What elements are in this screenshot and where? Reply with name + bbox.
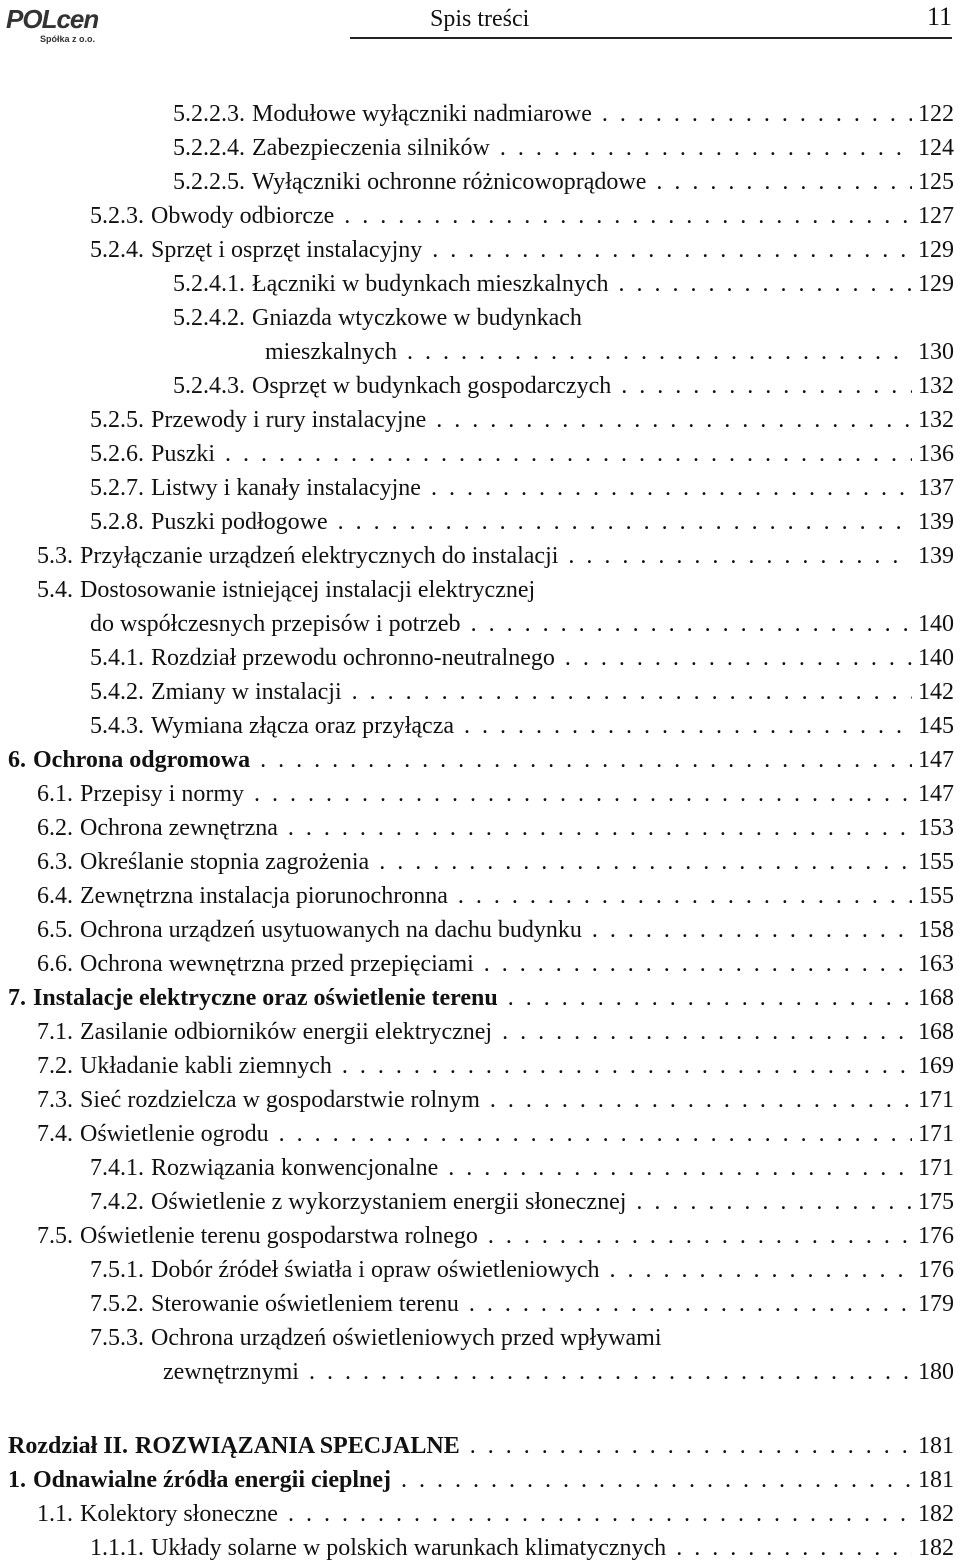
toc-entry-page: 168 — [918, 985, 954, 1011]
dot-leader — [464, 709, 912, 743]
toc-entry-title: Oświetlenie z wykorzystaniem energii słonecznej — [151, 1189, 627, 1215]
toc-entry-number: 5.2.4. — [90, 237, 144, 263]
toc-entry-number: 7.5.1. — [90, 1257, 144, 1283]
toc-entry — [0, 1151, 954, 1185]
toc-entry-title: do współczesnych przepisów i potrzeb — [90, 611, 461, 637]
dot-leader — [260, 743, 912, 777]
toc-entry — [0, 1463, 954, 1497]
toc-entry-title: Zewnętrzna instalacja piorunochronna — [80, 883, 448, 909]
toc-entry-title: Gniazda wtyczkowe w budynkach — [252, 305, 582, 331]
toc-entry-page: 139 — [918, 509, 954, 535]
toc-entry — [0, 539, 954, 573]
toc-entry-number: 5.2.4.2. — [173, 305, 245, 331]
toc-entry-number: 5.2.5. — [90, 407, 144, 433]
toc-entry — [0, 437, 954, 471]
toc-entry-title: Kolektory słoneczne — [80, 1501, 278, 1527]
toc-entry-page: 168 — [918, 1019, 954, 1045]
dot-leader — [619, 267, 912, 301]
toc-entry — [0, 1253, 954, 1287]
dot-leader — [508, 981, 912, 1015]
toc-entry-number: 7. — [8, 985, 26, 1011]
toc-entry-page: 181 — [918, 1467, 954, 1493]
toc-entry-page: 171 — [918, 1087, 954, 1113]
toc-entry — [0, 709, 954, 743]
toc-entry — [0, 1497, 954, 1531]
toc-entry-page: 158 — [918, 917, 954, 943]
toc-entry-page: 140 — [918, 611, 954, 637]
toc-entry-page: 169 — [918, 1053, 954, 1079]
toc-entry-title: Określanie stopnia zagrożenia — [80, 849, 370, 875]
dot-leader — [676, 1531, 912, 1565]
toc-entry-title: Wyłączniki ochronne różnicowoprądowe — [252, 169, 647, 195]
toc-entry — [0, 97, 954, 131]
toc-entry-page: 147 — [918, 747, 954, 773]
dot-leader — [500, 131, 912, 165]
toc-entry — [0, 1287, 954, 1321]
toc-entry-page: 153 — [918, 815, 954, 841]
dot-leader — [279, 1117, 912, 1151]
toc-entry-number: 5.2.4.3. — [173, 373, 245, 399]
dot-leader — [656, 165, 912, 199]
toc-entry-number: 5.2.2.3. — [173, 101, 245, 127]
toc-entry — [0, 1321, 954, 1355]
toc-entry-title: Zasilanie odbiorników energii elektrycznej — [80, 1019, 493, 1045]
toc-entry — [0, 879, 954, 913]
toc-entry-number: 6.1. — [37, 781, 73, 807]
toc-entry — [0, 335, 954, 369]
toc-entry — [0, 1355, 954, 1389]
logo-subtext: Spółka z o.o. — [40, 34, 96, 44]
toc-entry — [0, 131, 954, 165]
toc-entry-title: Przyłączanie urządzeń elektrycznych do instalacji — [80, 543, 559, 569]
toc-entry-title: Odnawialne źródła energii cieplnej — [33, 1467, 391, 1493]
toc-entry — [0, 199, 954, 233]
toc-entry-number: 6. — [8, 747, 26, 773]
toc-entry-number: 5.4.3. — [90, 713, 144, 739]
dot-leader — [471, 607, 912, 641]
toc-entry-page: 132 — [918, 407, 954, 433]
toc-entry — [0, 913, 954, 947]
toc-entry-title: Sterowanie oświetleniem terenu — [151, 1291, 459, 1317]
dot-leader — [407, 335, 912, 369]
dot-leader — [225, 437, 912, 471]
toc-entry-title: Instalacje elektryczne oraz oświetlenie terenu — [33, 985, 498, 1011]
toc-entry-title: Rozwiązania konwencjonalne — [151, 1155, 439, 1181]
logo-text: POLcen — [6, 4, 99, 34]
running-title: Spis treści — [430, 6, 530, 32]
toc-entry — [0, 777, 954, 811]
toc-entry-page: 129 — [918, 237, 954, 263]
toc-entry-number: 6.2. — [37, 815, 73, 841]
dot-leader — [342, 1049, 912, 1083]
dot-leader — [379, 845, 912, 879]
dot-leader — [401, 1463, 912, 1497]
toc-entry-title: Zabezpieczenia silników — [252, 135, 490, 161]
dot-leader — [621, 369, 912, 403]
page-number: 11 — [926, 2, 952, 31]
toc-entry-title: Przewody i rury instalacyjne — [151, 407, 427, 433]
dot-leader — [470, 1429, 912, 1463]
toc-entry-title: Układy solarne w polskich warunkach klimatycznych — [151, 1535, 667, 1561]
toc-entry-page: 182 — [918, 1501, 954, 1527]
toc-entry — [0, 845, 954, 879]
toc-entry-page: 140 — [918, 645, 954, 671]
page-header — [0, 0, 960, 44]
toc-entry-number: 5.2.8. — [90, 509, 144, 535]
dot-leader — [484, 947, 912, 981]
toc-entry-title: zewnętrznymi — [163, 1359, 299, 1385]
toc-entry — [0, 233, 954, 267]
toc-entry-page: 142 — [918, 679, 954, 705]
dot-leader — [592, 913, 912, 947]
toc-entry-title: Zmiany w instalacji — [151, 679, 342, 705]
toc-entry-page: 163 — [918, 951, 954, 977]
toc-entry — [0, 981, 954, 1015]
toc-entry-title: Rozdział przewodu ochronno-neutralnego — [151, 645, 555, 671]
dot-leader — [458, 879, 912, 913]
toc-entry-page: 132 — [918, 373, 954, 399]
toc-entry-title: mieszkalnych — [265, 339, 397, 365]
toc-entry-number: 5.2.2.5. — [173, 169, 245, 195]
toc-entry-page: 175 — [918, 1189, 954, 1215]
toc-entry — [0, 947, 954, 981]
toc-entry-page: 137 — [918, 475, 954, 501]
toc-entry-title: Osprzęt w budynkach gospodarczych — [252, 373, 612, 399]
toc-entry-page: 147 — [918, 781, 954, 807]
toc-entry-page: 176 — [918, 1223, 954, 1249]
toc-entry-number: 1.1. — [37, 1501, 73, 1527]
toc-entry — [0, 675, 954, 709]
dot-leader — [490, 1083, 912, 1117]
toc-entry-number: 5.4. — [37, 577, 73, 603]
dot-leader — [502, 1015, 912, 1049]
toc-entry-page: 136 — [918, 441, 954, 467]
publisher-logo — [6, 4, 102, 44]
toc-entry-number: 6.3. — [37, 849, 73, 875]
toc-entry-title: ROZWIĄZANIA SPECJALNE — [135, 1433, 460, 1459]
toc-entry — [0, 369, 954, 403]
toc-entry-page: 155 — [918, 849, 954, 875]
toc-entry — [0, 1015, 954, 1049]
dot-leader — [344, 199, 912, 233]
toc-entry-title: Ochrona zewnętrzna — [80, 815, 278, 841]
toc-entry-title: Modułowe wyłączniki nadmiarowe — [252, 101, 592, 127]
toc-entry-page: 182 — [918, 1535, 954, 1561]
dot-leader — [288, 811, 912, 845]
toc-entry — [0, 1117, 954, 1151]
toc-entry-number: 6.5. — [37, 917, 73, 943]
toc-entry — [0, 267, 954, 301]
toc-entry-number: 5.2.2.4. — [173, 135, 245, 161]
toc-entry — [0, 573, 954, 607]
toc-entry — [0, 471, 954, 505]
toc-entry-page: 122 — [918, 101, 954, 127]
toc-entry-number: 5.2.3. — [90, 203, 144, 229]
toc-entry-number: 7.3. — [37, 1087, 73, 1113]
toc-entry-title: Puszki — [151, 441, 216, 467]
toc-entry-page: 179 — [918, 1291, 954, 1317]
toc-entry — [0, 301, 954, 335]
dot-leader — [338, 505, 912, 539]
dot-leader — [610, 1253, 912, 1287]
toc-entry — [0, 641, 954, 675]
toc-entry-page: 145 — [918, 713, 954, 739]
toc-entry-page: 124 — [918, 135, 954, 161]
toc-entry-number: 1. — [8, 1467, 26, 1493]
toc-entry — [0, 403, 954, 437]
dot-leader — [488, 1219, 912, 1253]
dot-leader — [602, 97, 912, 131]
toc-entry-page: 171 — [918, 1155, 954, 1181]
toc-entry-number: 5.3. — [37, 543, 73, 569]
toc-entry-title: Puszki podłogowe — [151, 509, 328, 535]
toc-entry-number: 7.5.3. — [90, 1325, 144, 1351]
toc-entry — [0, 165, 954, 199]
toc-entry-number: 6.4. — [37, 883, 73, 909]
toc-entry-number: 7.4.1. — [90, 1155, 144, 1181]
toc-entry-number: 7.2. — [37, 1053, 73, 1079]
toc-entry-page: 139 — [918, 543, 954, 569]
dot-leader — [568, 539, 912, 573]
toc-entry — [0, 1083, 954, 1117]
toc-entry-title: Łączniki w budynkach mieszkalnych — [252, 271, 609, 297]
toc-entry — [0, 1429, 954, 1463]
toc-entry-number: 5.2.4.1. — [173, 271, 245, 297]
toc-entry-title: Dostosowanie istniejącej instalacji elektrycznej — [80, 577, 536, 603]
dot-leader — [254, 777, 912, 811]
dot-leader — [432, 233, 912, 267]
toc-entry-number: Rozdział II. — [8, 1433, 128, 1459]
toc-entry-title: Wymiana złącza oraz przyłącza — [151, 713, 454, 739]
toc-entry-title: Układanie kabli ziemnych — [80, 1053, 332, 1079]
toc-entry-number: 6.6. — [37, 951, 73, 977]
toc-entry-number: 5.2.6. — [90, 441, 144, 467]
toc-entry-title: Sieć rozdzielcza w gospodarstwie rolnym — [80, 1087, 480, 1113]
toc-entry — [0, 607, 954, 641]
toc-entry-title: Ochrona urządzeń oświetleniowych przed wpływami — [151, 1325, 662, 1351]
toc-entry — [0, 1219, 954, 1253]
toc-entry-page: 125 — [918, 169, 954, 195]
toc-entry-number: 5.4.1. — [90, 645, 144, 671]
toc-entry-page: 129 — [918, 271, 954, 297]
toc-entry-title: Ochrona wewnętrzna przed przepięciami — [80, 951, 474, 977]
toc-entry-number: 7.5. — [37, 1223, 73, 1249]
dot-leader — [565, 641, 912, 675]
toc-entry-title: Listwy i kanały instalacyjne — [151, 475, 421, 501]
toc-entry-title: Dobór źródeł światła i opraw oświetleniowych — [151, 1257, 600, 1283]
toc-entry-title: Ochrona urządzeń usytuowanych na dachu budynku — [80, 917, 582, 943]
toc-entry-number: 1.1.1. — [90, 1535, 144, 1561]
toc-entry-page: 176 — [918, 1257, 954, 1283]
toc-entry — [0, 1049, 954, 1083]
toc-entry-number: 5.2.7. — [90, 475, 144, 501]
toc-entry-page: 130 — [918, 339, 954, 365]
dot-leader — [636, 1185, 912, 1219]
dot-leader — [352, 675, 912, 709]
dot-leader — [448, 1151, 912, 1185]
toc-entry-page: 155 — [918, 883, 954, 909]
dot-leader — [436, 403, 912, 437]
dot-leader — [288, 1497, 912, 1531]
toc-entry-number: 7.4.2. — [90, 1189, 144, 1215]
toc-entry-page: 181 — [918, 1433, 954, 1459]
toc-entry — [0, 1185, 954, 1219]
toc-entry-title: Oświetlenie ogrodu — [80, 1121, 269, 1147]
toc-entry-number: 7.4. — [37, 1121, 73, 1147]
toc-entry-title: Oświetlenie terenu gospodarstwa rolnego — [80, 1223, 478, 1249]
toc-entry — [0, 743, 954, 777]
toc-entry-number: 5.4.2. — [90, 679, 144, 705]
toc-entry — [0, 1531, 954, 1565]
toc-entry — [0, 505, 954, 539]
dot-leader — [431, 471, 912, 505]
toc-entry-title: Sprzęt i osprzęt instalacyjny — [151, 237, 423, 263]
dot-leader — [469, 1287, 912, 1321]
toc-entry-number: 7.1. — [37, 1019, 73, 1045]
toc-entry — [0, 811, 954, 845]
dot-leader — [309, 1355, 912, 1389]
toc-entry-page: 171 — [918, 1121, 954, 1147]
toc-entry-page: 127 — [918, 203, 954, 229]
toc-entry-title: Przepisy i normy — [80, 781, 244, 807]
toc-entry-page: 180 — [918, 1359, 954, 1385]
toc-entry-title: Ochrona odgromowa — [33, 747, 251, 773]
toc-entry-title: Obwody odbiorcze — [151, 203, 335, 229]
toc-entry-number: 7.5.2. — [90, 1291, 144, 1317]
header-rule — [350, 37, 952, 39]
